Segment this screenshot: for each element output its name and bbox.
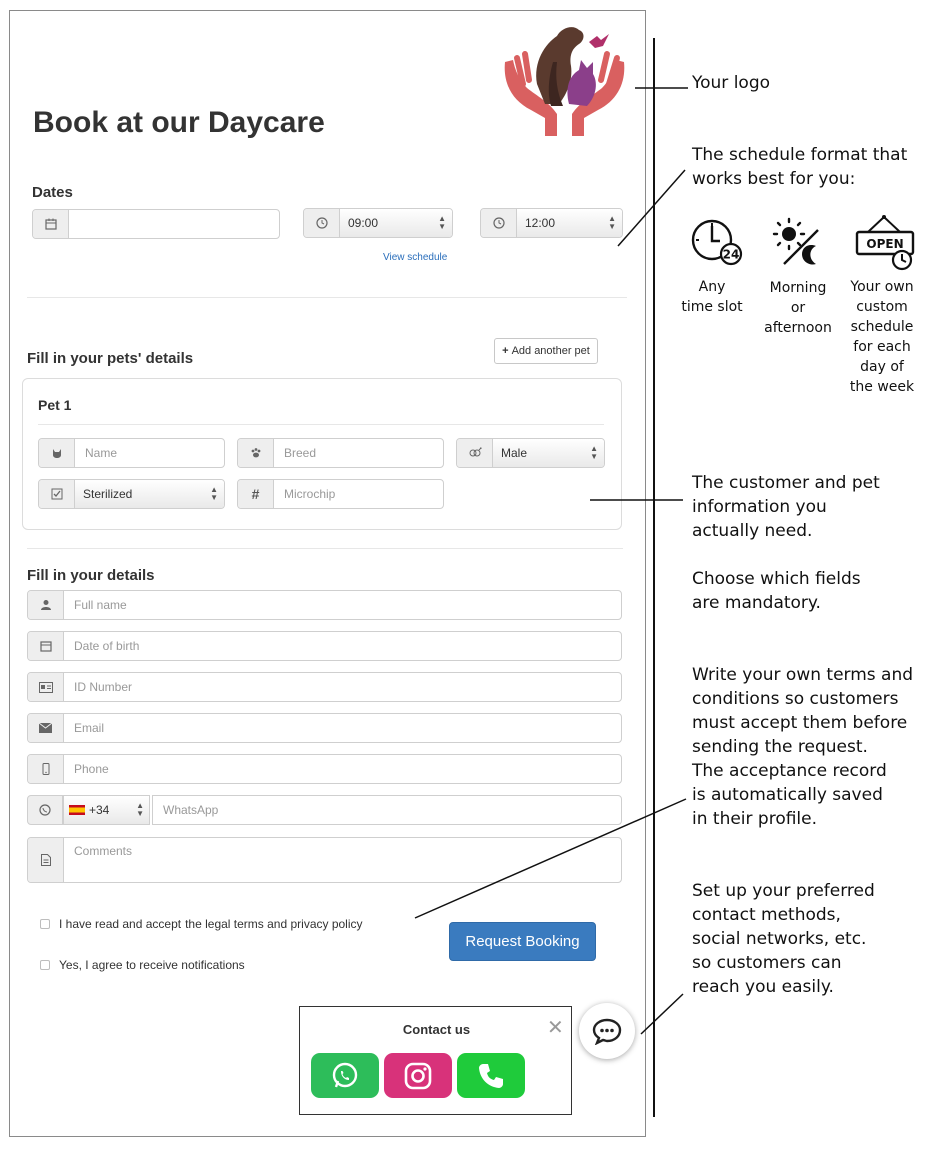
annotation-contact: Set up your preferred contact methods, social networks, etc. so customers can reach you easily.: [692, 881, 875, 997]
select-arrows-icon: ▲ ▼: [590, 444, 598, 461]
annotation-terms: Write your own terms and conditions so customers must accept them before sending the request. The acceptance record is automatically saved in their profile.: [692, 665, 914, 829]
view-schedule-link[interactable]: View schedule: [383, 252, 448, 263]
annotation-logo: Your logo: [692, 73, 771, 93]
select-arrows-icon: ▲ ▼: [136, 801, 144, 818]
pet-microchip-placeholder: Microchip: [284, 487, 336, 501]
terms-label: I have read and accept: [59, 917, 182, 931]
svg-text:24: 24: [722, 247, 740, 262]
pet-breed-placeholder: Breed: [284, 446, 317, 460]
date-of-birth-placeholder: Date of birth: [74, 639, 140, 653]
email-placeholder: Email: [74, 721, 105, 735]
annotation-option-morning-afternoon: Morning or afternoon: [764, 280, 832, 336]
dates-label: Dates: [32, 184, 73, 201]
pet-title: Pet 1: [38, 397, 72, 413]
comments-placeholder: Comments: [74, 844, 133, 858]
select-arrows-icon: ▲ ▼: [608, 214, 616, 231]
end-time-value: 12:00: [525, 216, 556, 230]
id-number-placeholder: ID Number: [74, 680, 133, 694]
full-name-placeholder: Full name: [74, 598, 127, 612]
annotation-option-custom: Your own custom schedule for each day of the week: [849, 279, 915, 395]
clock-24-icon: [688, 214, 744, 268]
annotation-pet-info: The customer and pet information you actually need. Choose which fields are mandatory.: [692, 473, 880, 613]
whatsapp-placeholder: WhatsApp: [163, 803, 219, 817]
details-section-label: Fill in your details: [27, 567, 155, 584]
notifications-label: Yes, I agree to receive notifications: [59, 958, 245, 972]
open-sign-icon: [854, 214, 916, 272]
contact-popup-title: Contact us: [402, 1022, 471, 1037]
pet-sterilized-value: Sterilized: [83, 487, 133, 501]
country-code-value: +34: [89, 803, 110, 817]
pets-section-label: Fill in your pets' details: [27, 350, 194, 367]
annotation-option-any-time: Any time slot: [681, 279, 743, 315]
terms-link[interactable]: the legal terms and privacy policy: [185, 917, 363, 931]
pet-sex-value: Male: [501, 446, 528, 460]
select-arrows-icon: ▲ ▼: [210, 485, 218, 502]
hash-icon: #: [238, 480, 274, 508]
close-icon[interactable]: ✕: [547, 1017, 564, 1039]
start-time-value: 09:00: [348, 216, 379, 230]
svg-text:OPEN: OPEN: [866, 237, 904, 251]
add-pet-label: Add another pet: [511, 345, 590, 357]
sun-moon-icon: [772, 216, 828, 270]
plus-icon: +: [502, 345, 509, 357]
request-booking-button[interactable]: Request Booking: [449, 922, 596, 961]
pet-name-placeholder: Name: [85, 446, 118, 460]
phone-placeholder: Phone: [74, 762, 109, 776]
select-arrows-icon: ▲ ▼: [438, 214, 446, 231]
annotation-schedule: The schedule format that works best for you:: [692, 145, 908, 189]
page-title: Book at our Daycare: [33, 106, 325, 139]
